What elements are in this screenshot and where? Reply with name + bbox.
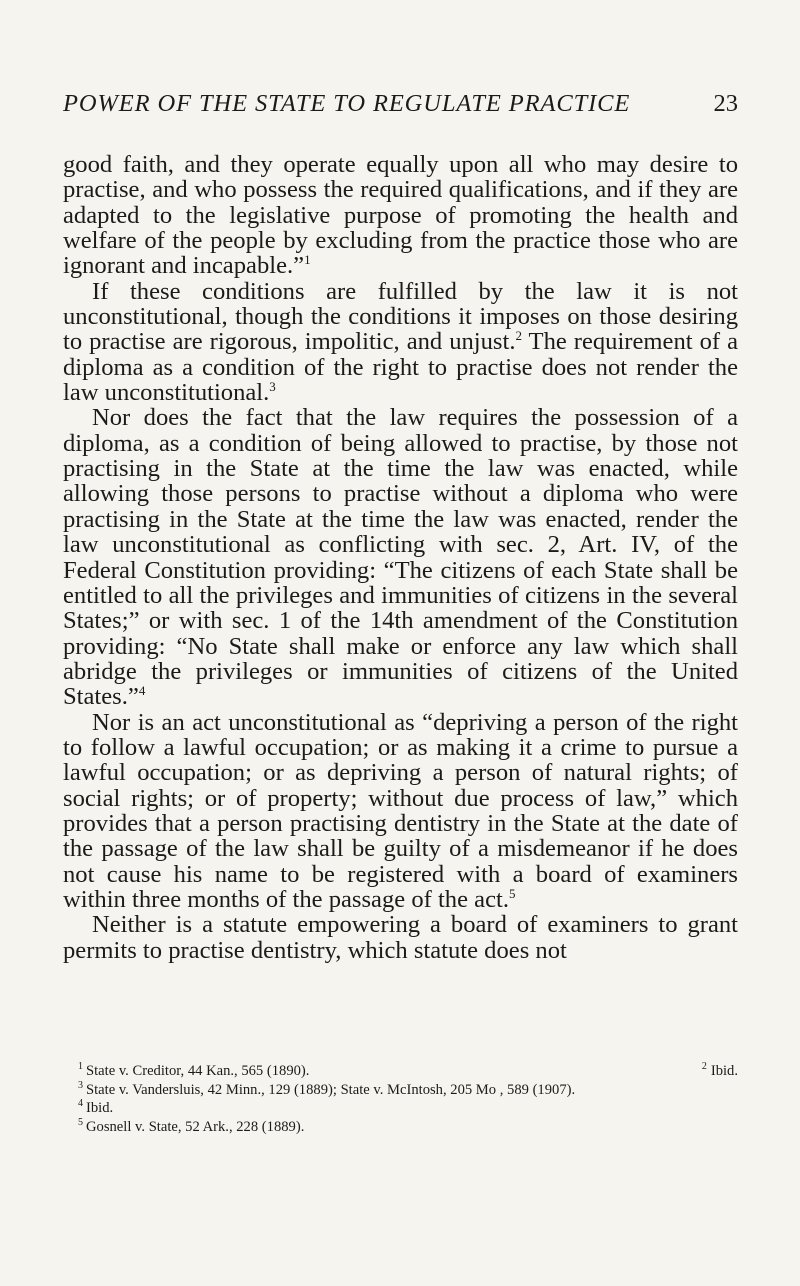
footnote-text: Ibid. bbox=[86, 1100, 114, 1117]
footnote-mark: 5 bbox=[78, 1116, 83, 1128]
page-number: 23 bbox=[713, 90, 738, 117]
footnote-ref: 3 bbox=[269, 378, 276, 394]
running-head bbox=[63, 90, 738, 124]
paragraph-text: Nor does the fact that the law requires the possession of a diploma, as a condition of being allowed to practise, by those not practising in the State at the time the law was enacted, while allowing those persons to practise without a diploma who were practising in the State at the time the law was enacted, render the law unconstitutional as conflicting with sec. 2, Art. IV, of the Federal Constitution providing: “The citizens of each State shall be entitled to all the privileges and immunities of citizens in the several States;” or with sec. 1 of the 14th amendment of the Constitution providing: “No State shall make or enforce any law which shall abridge the privileges or immunities of citizens of the United States.” bbox=[63, 404, 738, 711]
footnote-text: Ibid. bbox=[710, 1063, 738, 1079]
footnote-mark: 4 bbox=[78, 1098, 83, 1110]
paragraph bbox=[63, 405, 738, 709]
paragraph bbox=[63, 152, 738, 279]
paragraph bbox=[63, 279, 738, 406]
paragraph bbox=[63, 710, 738, 913]
footnote-text: State v. Creditor, 44 Kan., 565 (1890). bbox=[86, 1063, 310, 1079]
footnote bbox=[78, 1099, 738, 1118]
footnote-text: Gosnell v. State, 52 Ark., 228 (1889). bbox=[86, 1118, 305, 1135]
running-head-title: POWER OF THE STATE TO REGULATE PRACTICE bbox=[63, 90, 631, 117]
footnote-mark: 1 bbox=[78, 1061, 83, 1073]
paragraph-text: Neither is a statute empowering a board of examiners to grant permits to practise dentistry, which statute does not bbox=[63, 911, 738, 964]
paragraph-text: Nor is an act unconstitutional as “depriving a person of the right to follow a lawful occupation; or as making it a crime to pursue a lawful occupation; or as depriving a person of natural rights; of social rights; or of property; without due process of law,” which provides that a person practising dentistry in the State at the date of the passage of the law shall be guilty of a misdemeanor if he does not cause his name to be registered with a board of examiners within three months of the passage of the act. bbox=[63, 708, 738, 913]
footnotes bbox=[78, 1062, 738, 1136]
footnote-text: State v. Vandersluis, 42 Minn., 129 (1889); State v. McIntosh, 205 Mo , 589 (1907). bbox=[86, 1081, 576, 1098]
footnote bbox=[78, 1062, 738, 1081]
paragraph-text: The requirement of a diploma as a condition of the right to practise does not render the law unconstitutional. bbox=[63, 328, 738, 407]
footnote-mark: 3 bbox=[78, 1079, 83, 1091]
footnote bbox=[78, 1118, 738, 1137]
footnote bbox=[78, 1081, 738, 1100]
footnote-ref: 1 bbox=[304, 252, 311, 268]
paragraph bbox=[63, 912, 738, 963]
footnote-ref: 4 bbox=[138, 683, 146, 699]
body-text bbox=[63, 152, 738, 963]
paragraph-text: If these conditions are fulfilled by the law it is not unconstitutional, though the conditions it imposes on those desiring to practise are rigorous, impolitic, and unjust. bbox=[63, 277, 738, 356]
paragraph-text: good faith, and they operate equally upon all who may desire to practise, and who possess the required qualifications, and if they are adapted to the legislative purpose of promoting the health and welfare of the people by excluding from the practice those who are ignorant and incapable.” bbox=[63, 151, 738, 280]
footnote-ref: 2 bbox=[515, 328, 522, 344]
footnote-ref: 5 bbox=[508, 885, 516, 901]
footnote-mark: 2 bbox=[701, 1061, 707, 1073]
footnote bbox=[702, 1062, 738, 1081]
